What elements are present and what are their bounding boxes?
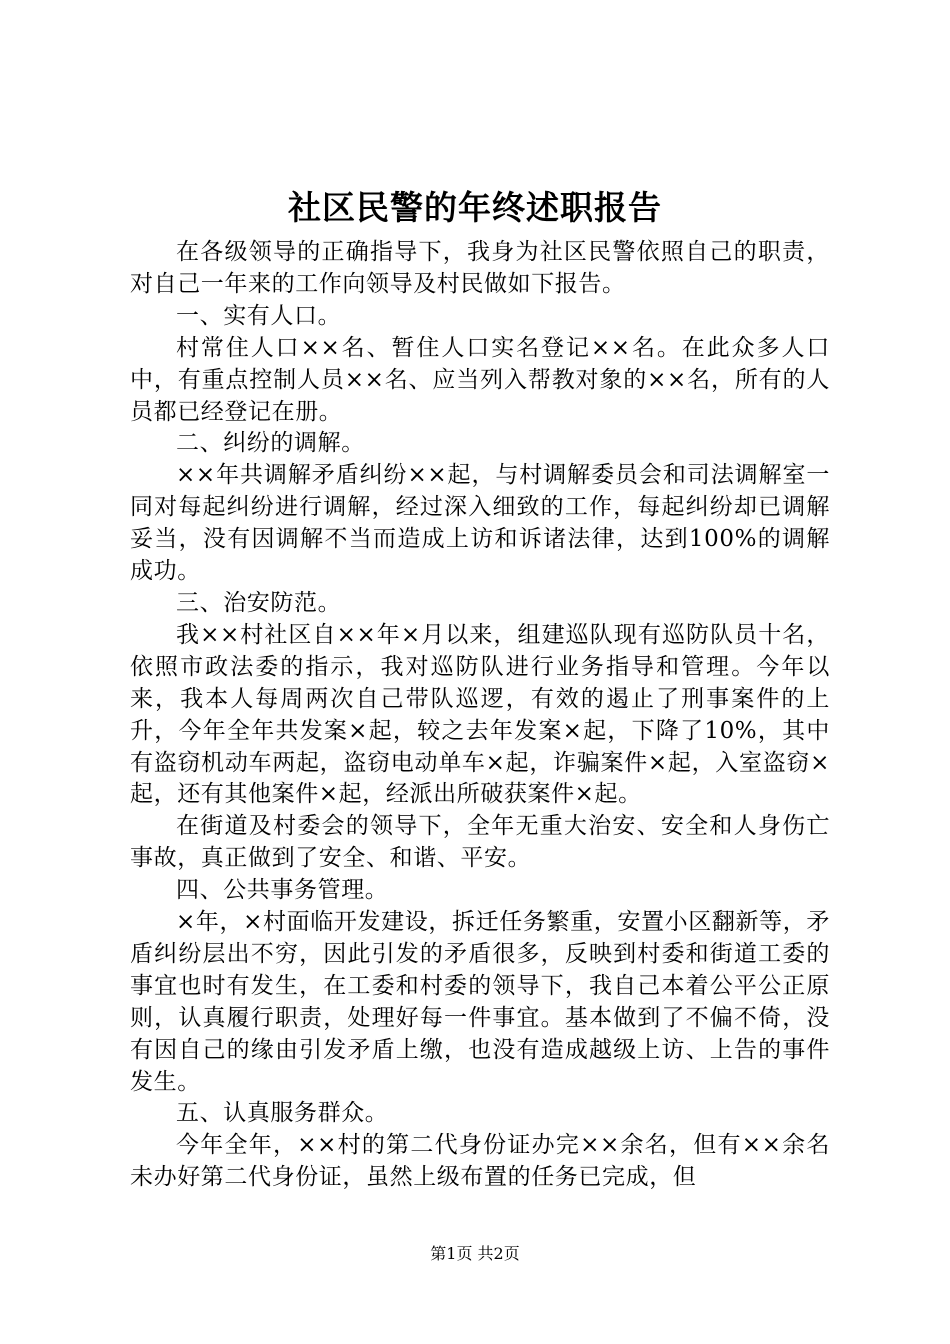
document-body — [130, 237, 830, 1194]
intro-paragraph: 在各级领导的正确指导下，我身为社区民警依照自己的职责，对自己一年来的工作向领导及村民做如下报告。 — [130, 239, 830, 297]
mediation-paragraph: ××年共调解矛盾纠纷××起，与村调解委员会和司法调解室一同对每起纠纷进行调解，经过深入细致的工作，每起纠纷却已调解妥当，没有因调解不当而造成上访和诉诸法律，达到100%的调解成功。 — [130, 462, 830, 585]
public-affairs-paragraph: ×年，×村面临开发建设，拆迁任务繁重，安置小区翻新等，矛盾纠纷层出不穷，因此引发的矛盾很多，反映到村委和街道工委的事宜也时有发生，在工委和村委的领导下，我自己本着公平公正原则，认真履行职责，处理好每一件事宜。基本做到了不偏不倚，没有因自己的缘由引发矛盾上缴，也没有造成越级上访、上告的事件发生。 — [130, 909, 830, 1095]
safety-paragraph: 在街道及村委会的领导下，全年无重大治安、安全和人身伤亡事故，真正做到了安全、和谐、平安。 — [130, 813, 830, 872]
section-heading-population: 一、实有人口。 — [176, 302, 342, 329]
security-paragraph: 我××村社区自××年×月以来，组建巡队现有巡防队员十名，依照市政法委的指示，我对巡防队进行业务指导和管理。今年以来，我本人每周两次自己带队巡逻，有效的遏止了刑事案件的上升，今年全年共发案×起，较之去年发案×起，下降了10%，其中有盗窃机动车两起，盗窃电动单车×起，诈骗案件×起，入室盗窃×起，还有其他案件×起，经派出所破获案件×起。 — [130, 621, 830, 808]
document-title: 社区民警的年终述职报告 — [288, 188, 662, 227]
section-heading-service: 五、认真服务群众。 — [176, 1100, 389, 1127]
section-heading-security: 三、治安防范。 — [176, 589, 342, 616]
page-footer: 第1页 共2页 — [430, 1244, 520, 1263]
service-paragraph: 今年全年，××村的第二代身份证办完××余名，但有××余名未办好第二代身份证，虽然上级布置的任务已完成，但 — [130, 1132, 830, 1191]
population-paragraph: 村常住人口××名、暂住人口实名登记××名。在此众多人口中，有重点控制人员××名、应当列入帮教对象的××名，所有的人员都已经登记在册。 — [130, 334, 830, 425]
section-heading-public-affairs: 四、公共事务管理。 — [176, 877, 389, 904]
section-heading-mediation: 二、纠纷的调解。 — [176, 430, 365, 457]
